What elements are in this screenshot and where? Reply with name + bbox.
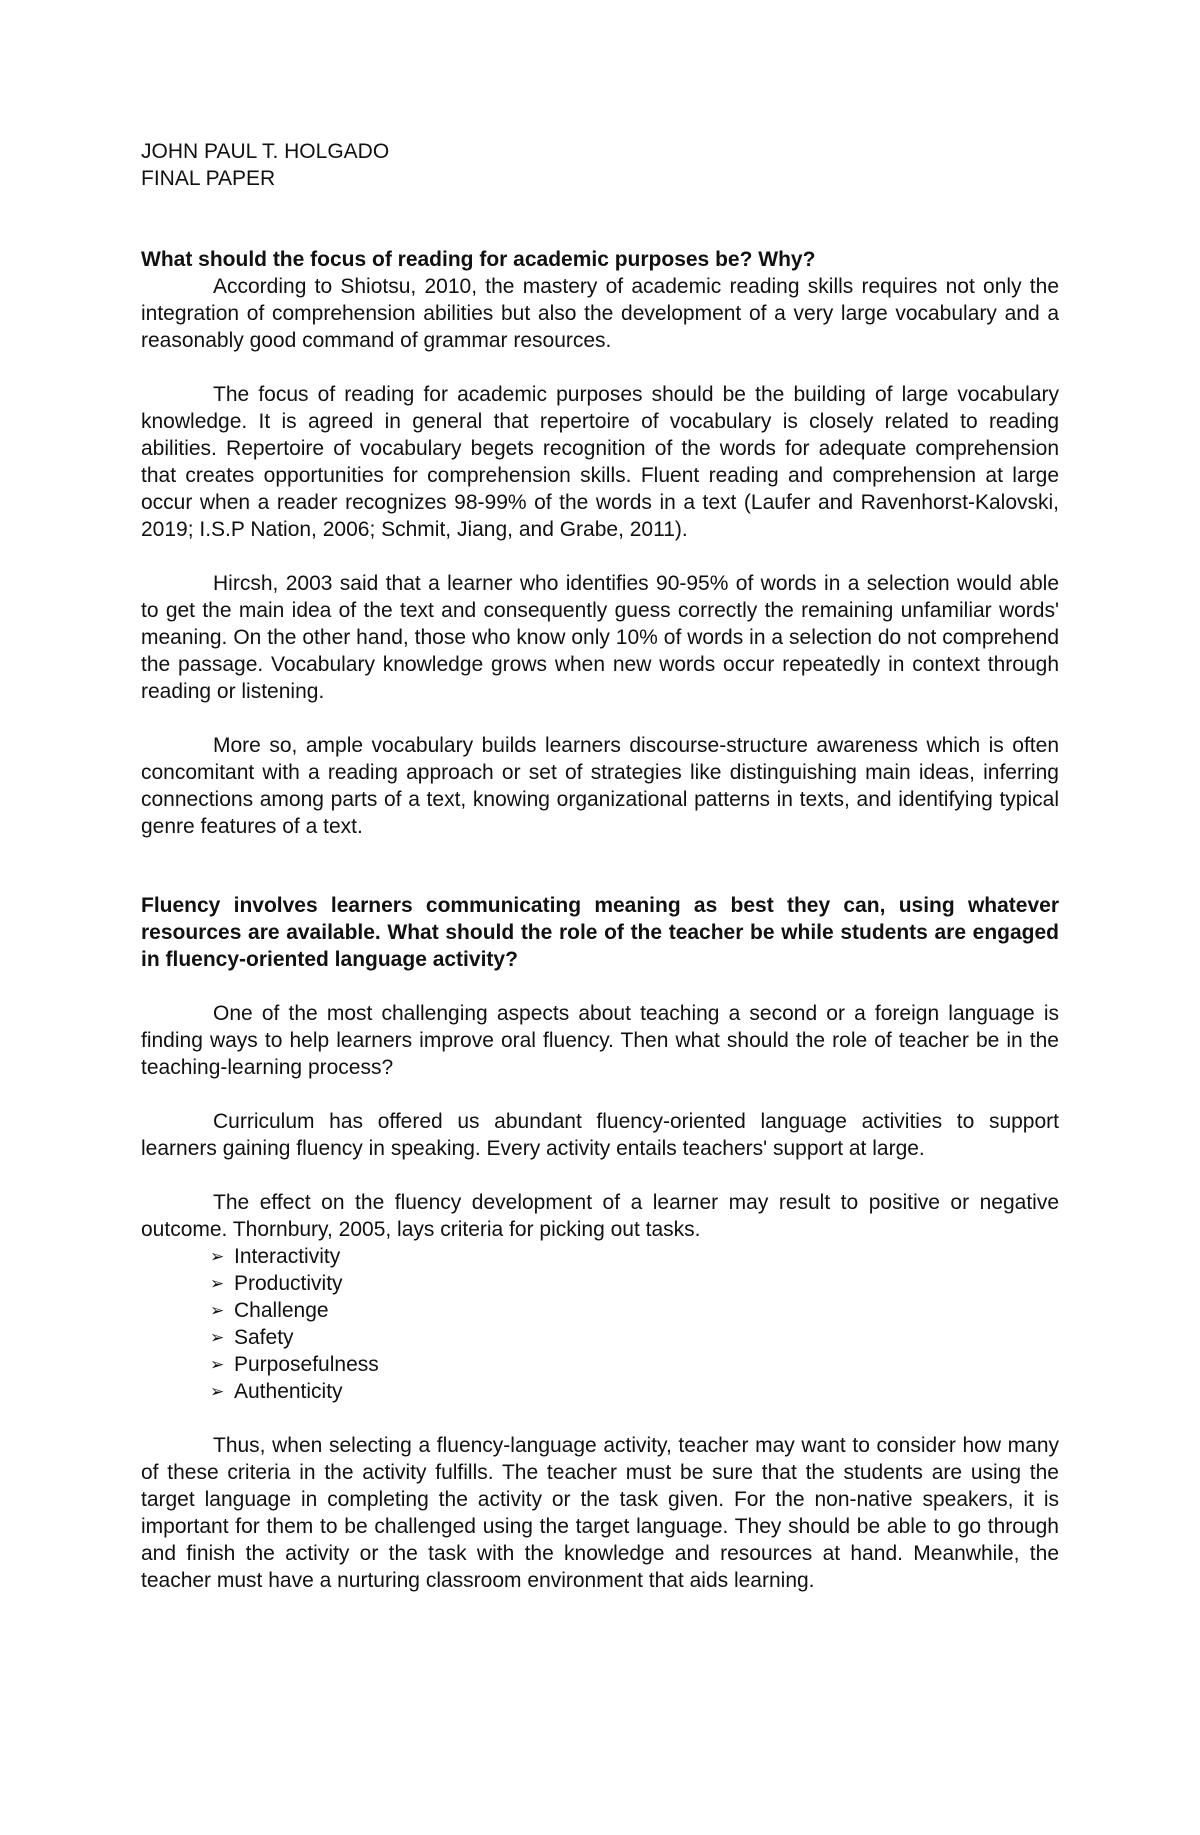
criteria-label: Interactivity — [234, 1245, 341, 1268]
list-item — [210, 1243, 1059, 1270]
criteria-list — [141, 1243, 1059, 1405]
section-2-paragraph-2: Curriculum has offered us abundant fluency-oriented language activities to support learners gaining fluency in speaking. Every activity entails teachers' support at large. — [141, 1110, 1059, 1160]
criteria-label: Productivity — [234, 1272, 343, 1295]
criteria-label: Purposefulness — [234, 1353, 379, 1376]
section-1-paragraph-4: More so, ample vocabulary builds learners discourse-structure awareness which is often concomitant with a reading approach or set of strategies like distinguishing main ideas, inferring connections among parts of a text, knowing organizational patterns in texts, and identifying typical genre features of a text. — [141, 734, 1059, 838]
author-name: JOHN PAUL T. HOLGADO — [141, 140, 390, 163]
arrow-bullet-icon: ➢ — [210, 1247, 225, 1266]
section-1-paragraph-2: The focus of reading for academic purposes should be the building of large vocabulary knowledge. It is agreed in general that repertoire of vocabulary is closely related to reading abilities. Repertoire of vocabulary begets recognition of the words for adequate comprehension that creates opportunities for comprehension skills. Fluent reading and comprehension at large occur when a reader recognizes 98-99% of the words in a text (Laufer and Ravenhorst-Kalovski, 2019; I.S.P Nation, 2006; Schmit, Jiang, and Grabe, 2011). — [141, 383, 1059, 541]
document-body — [141, 138, 1059, 1594]
list-item — [210, 1297, 1059, 1324]
section-2-question: Fluency involves learners communicating meaning as best they can, using whatever resources are available. What should the role of the teacher be while students are engaged in fluency-oriented language activity? — [141, 894, 1059, 971]
section-2-closing-paragraph: Thus, when selecting a fluency-language activity, teacher may want to consider how many of these criteria in the activity fulfills. The teacher must be sure that the students are using the target language in completing the activity or the task given. For the non-native speakers, it is important for them to be challenged using the target language. They should be able to go through and finish the activity or the task with the knowledge and resources at hand. Meanwhile, the teacher must have a nurturing classroom environment that aids learning. — [141, 1434, 1059, 1592]
list-item — [210, 1324, 1059, 1351]
section-1-question: What should the focus of reading for academic purposes be? Why? — [141, 248, 816, 271]
list-item — [210, 1270, 1059, 1297]
arrow-bullet-icon: ➢ — [210, 1274, 225, 1293]
criteria-label: Safety — [234, 1326, 294, 1349]
criteria-label: Authenticity — [234, 1380, 343, 1403]
section-1-paragraph-3: Hircsh, 2003 said that a learner who identifies 90-95% of words in a selection would able to get the main idea of the text and consequently guess correctly the remaining unfamiliar words' meaning. On the other hand, those who know only 10% of words in a selection do not comprehend the passage. Vocabulary knowledge grows when new words occur repeatedly in context through reading or listening. — [141, 572, 1059, 703]
section-2-paragraph-1: One of the most challenging aspects about teaching a second or a foreign language is finding ways to help learners improve oral fluency. Then what should the role of teacher be in the teaching-learning process? — [141, 1002, 1059, 1079]
section-1-paragraph-1: According to Shiotsu, 2010, the mastery of academic reading skills requires not only the integration of comprehension abilities but also the development of a very large vocabulary and a reasonably good command of grammar resources. — [141, 275, 1059, 352]
criteria-label: Challenge — [234, 1299, 329, 1322]
arrow-bullet-icon: ➢ — [210, 1382, 225, 1401]
arrow-bullet-icon: ➢ — [210, 1355, 225, 1374]
section-2-paragraph-3: The effect on the fluency development of a learner may result to positive or negative outcome. Thornbury, 2005, lays criteria for picking out tasks. — [141, 1191, 1059, 1241]
arrow-bullet-icon: ➢ — [210, 1328, 225, 1347]
document-type: FINAL PAPER — [141, 167, 276, 190]
list-item — [210, 1351, 1059, 1378]
arrow-bullet-icon: ➢ — [210, 1301, 225, 1320]
list-item — [210, 1378, 1059, 1405]
